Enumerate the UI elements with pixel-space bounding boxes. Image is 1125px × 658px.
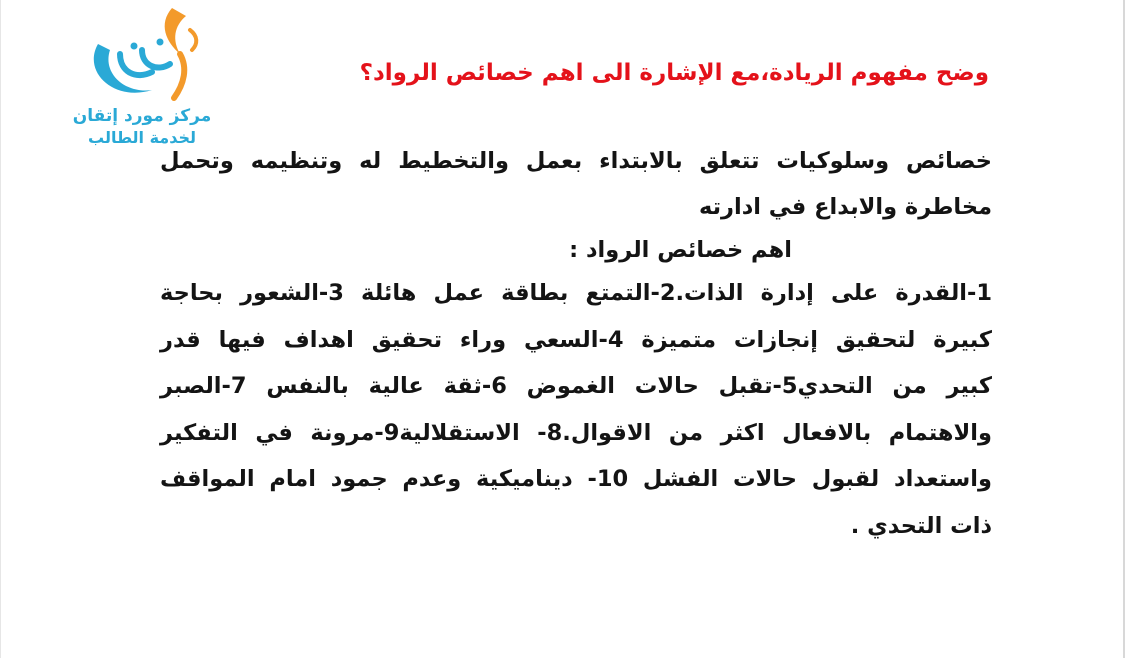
characteristics-line: كبير من التحدي5-تقبل حالات الغموض 6-ثقة عالية بالنفس 7-الصبر [160, 373, 992, 399]
definition-line: خصائص وسلوكيات تتعلق بالابتداء بعمل والتخطيط له وتنظيمه وتحمل [160, 148, 992, 174]
answer-body [160, 138, 992, 549]
logo-subtitle: لخدمة الطالب [88, 128, 196, 147]
characteristics-line: 1-القدرة على إدارة الذات.2-التمتع بطاقة عمل هائلة 3-الشعور بحاجة [160, 280, 993, 306]
definition-line: مخاطرة والابداع في ادارته [698, 194, 992, 220]
characteristics-line: ذات التحدي . [850, 512, 992, 539]
page-left-edge [0, 0, 1, 658]
characteristics-line: كبيرة لتحقيق إنجازات متميزة 4-السعي وراء تحقيق اهداف فيها قدر [160, 326, 993, 353]
characteristics-line: والاهتمام بالافعال اكثر من الاقوال.8- الاستقلالية9-مرونة في التفكير [160, 419, 992, 446]
question-heading: وضح مفهوم الريادة،مع الإشارة الى اهم خصائص الرواد؟ [359, 60, 989, 86]
itqan-logo-icon [76, 2, 206, 106]
definition-block [160, 138, 992, 230]
center-logo [62, 2, 222, 152]
characteristics-line: واستعداد لقبول حالات الفشل 10- ديناميكية وعدم جمود امام المواقف [160, 466, 992, 492]
characteristics-heading: اهم خصائص الرواد : [569, 237, 792, 263]
characteristics-list [160, 270, 992, 549]
logo-title: مركز مورد إتقان [72, 106, 212, 126]
